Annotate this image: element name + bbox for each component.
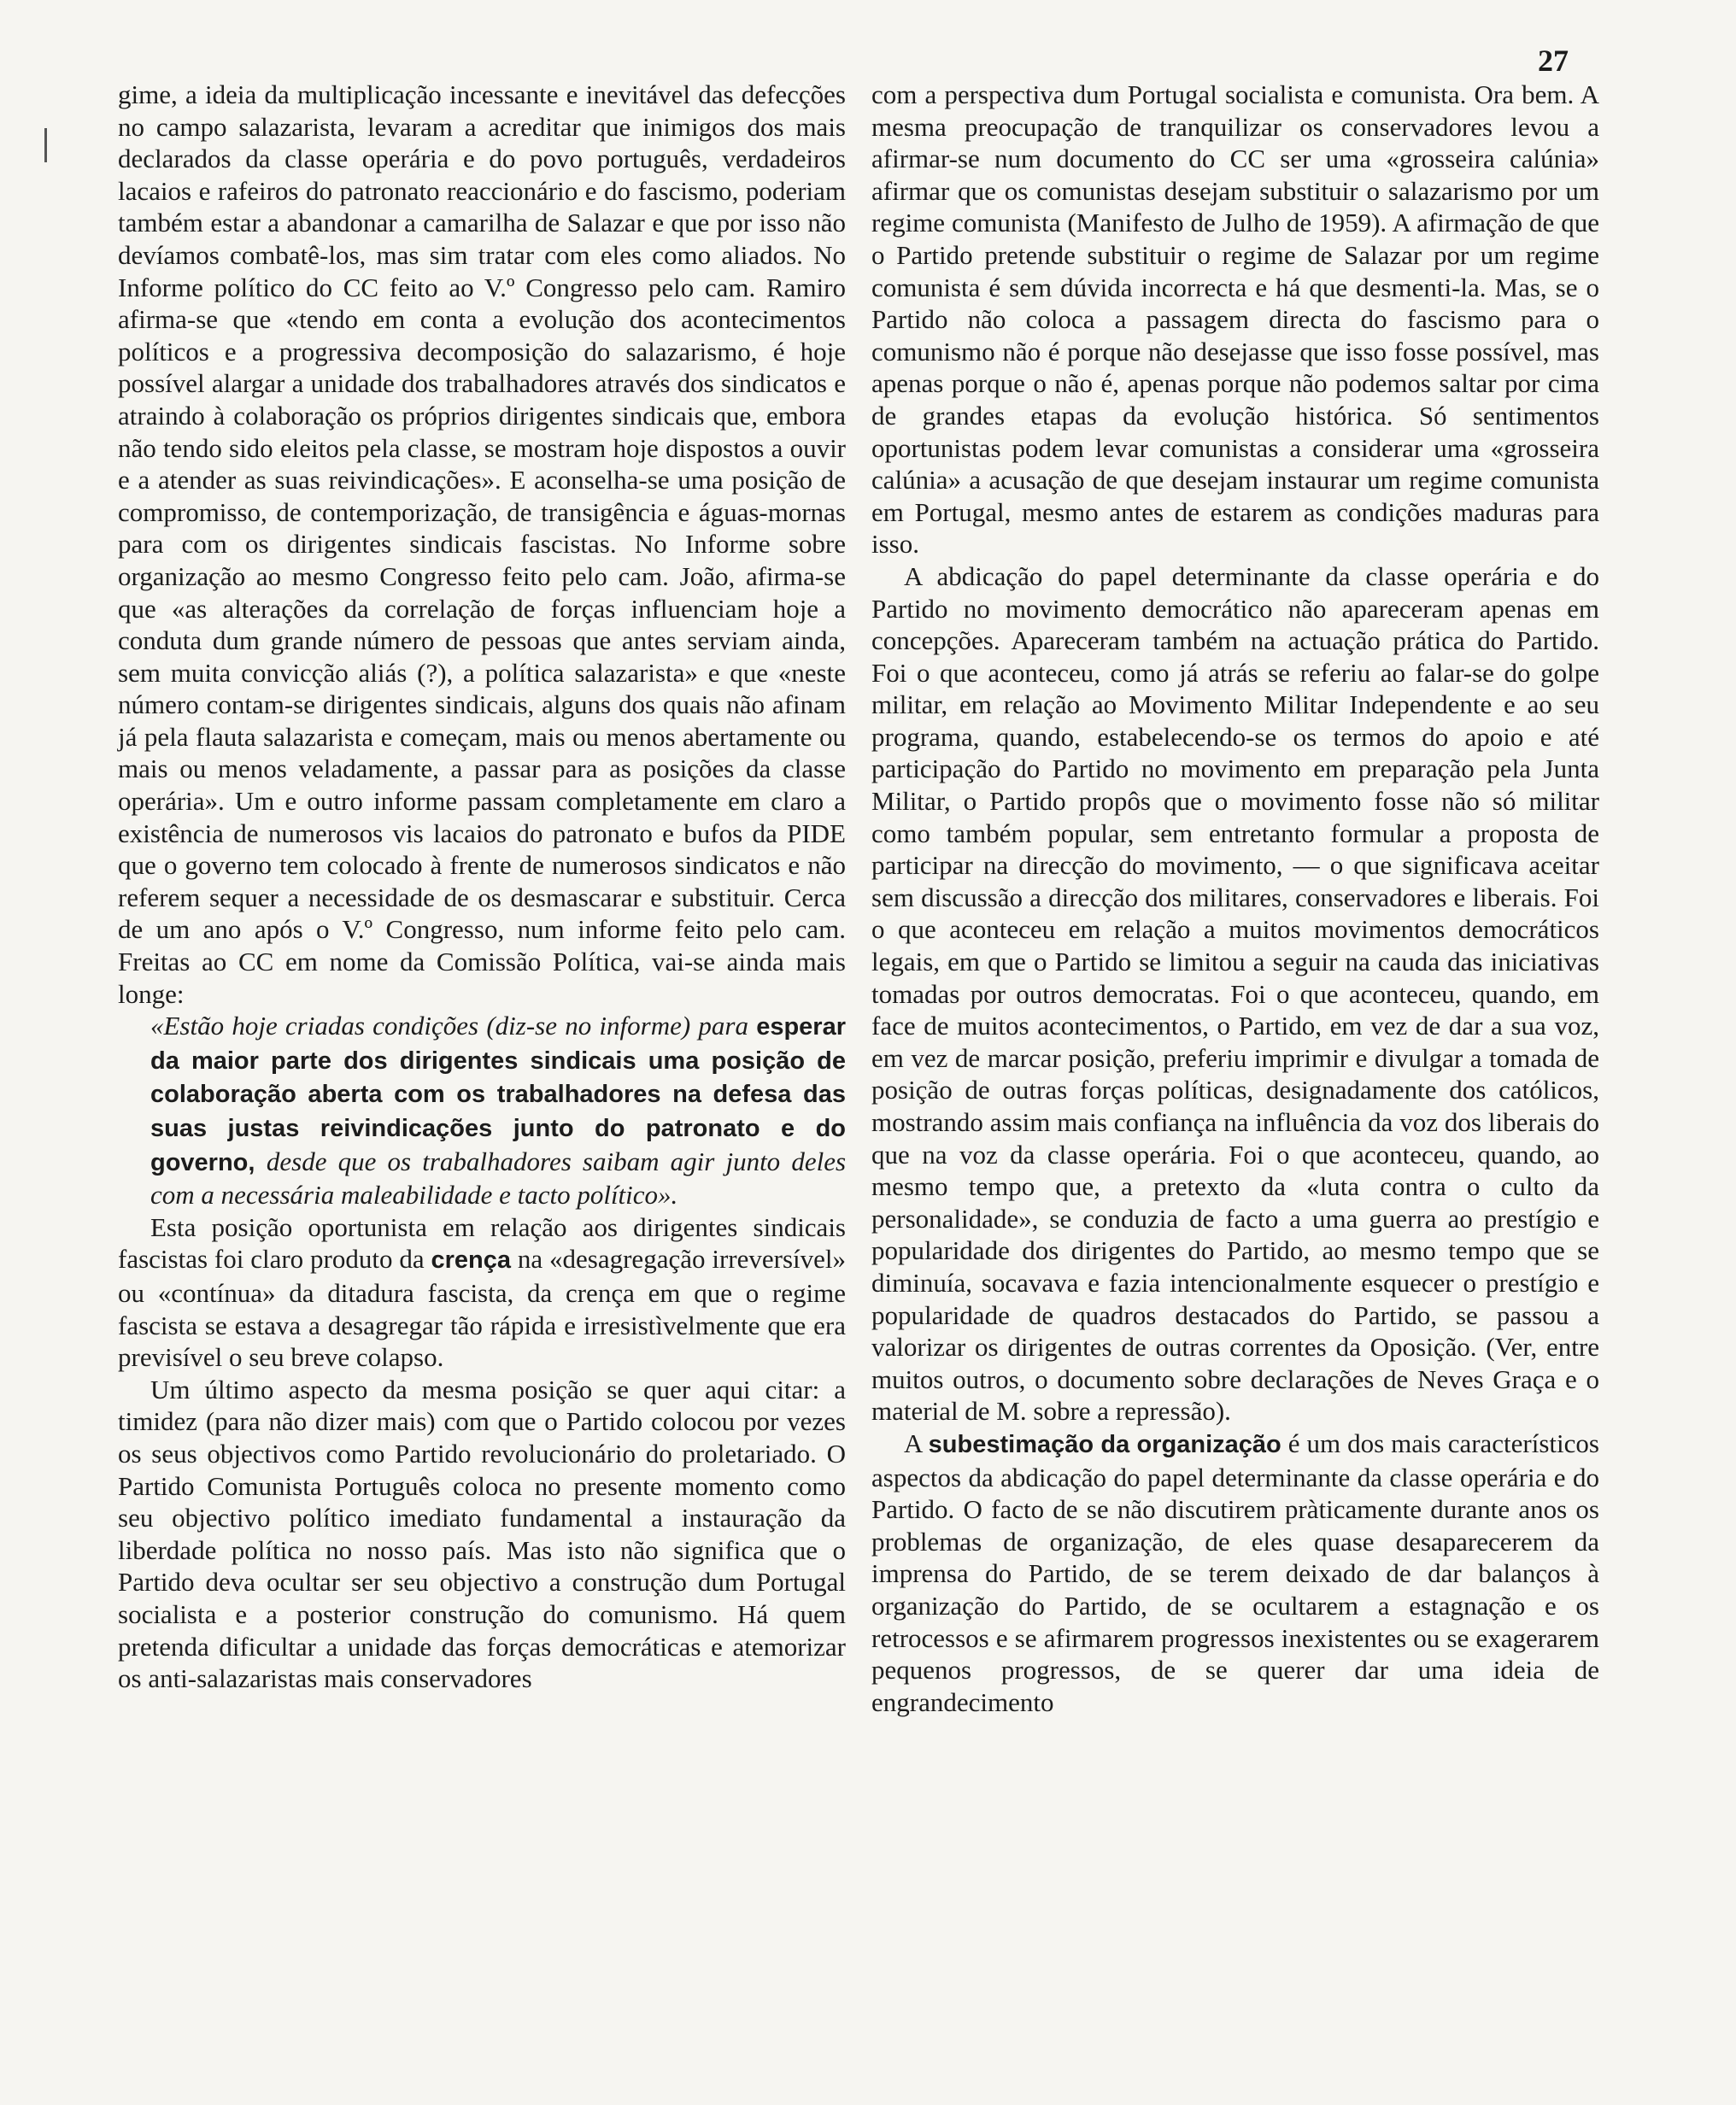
right-paragraph-3 [871,1428,1599,1718]
right-paragraph-3-bold: subestimação da organização [928,1430,1281,1458]
page-number: 27 [1538,44,1569,78]
left-quote [118,1010,846,1211]
quote-italic-end: desde que os trabalhadores saibam agir junto deles com a necessária maleabilidade e tacto político». [150,1146,847,1211]
right-paragraph-1: com a perspectiva dum Portugal socialista e comunista. Ora bem. A mesma preocupação de tranquilizar os conservadores levou a afirmar-se num documento do CC ser uma «grosseira calúnia» afirmar que os comunistas desejam substituir o salazarismo por um regime comunista (Manifesto de Julho de 1959). A afirmação de que o Partido pretende substituir o regime de Salazar por um regime comunista é sem dúvida incorrecta e há que desmenti-la. Mas, se o Partido não coloca a passagem directa do fascismo para o comunismo não é porque não desejasse que isso fosse possível, mas apenas porque o não é, apenas porque não podemos saltar por cima de grandes etapas da evolução histórica. Só sentimentos oportunistas podem levar comunistas a considerar uma «grosseira calúnia» a acusação de que desejam instaurar um regime comunista em Portugal, mesmo antes de estarem as condições maduras para isso. [871,79,1599,560]
margin-mark [44,128,47,162]
left-paragraph-1: gime, a ideia da multiplicação incessante e inevitável das defecções no campo salazarista, levaram a acreditar que inimigos dos mais declarados da classe operária e do povo português, verdadeiros lacaios e rafeiros do patronato reaccionário e do fascismo, poderiam também estar a abandonar a camarilha de Salazar e que por isso não devíamos combatê-los, mas sim tratar com eles como aliados. No Informe político do CC feito ao V.º Congresso pelo cam. Ramiro afirma-se que «tendo em conta a evolução dos acontecimentos políticos e a progressiva decomposição do salazarismo, é hoje possível alargar a unidade dos trabalhadores através dos sindicatos e atraindo à colaboração os próprios dirigentes sindicais que, embora não tendo sido eleitos pela classe, se mostram hoje dispostos a ouvir e a atender as suas reivindicações». E aconselha-se uma posição de compromisso, de contemporização, de transigência e águas-mornas para com os dirigentes sindicais fascistas. No Informe sobre organização ao mesmo Congresso feito pelo cam. João, afirma-se que «as alterações da correlação de forças influenciam hoje a conduta dum grande número de pessoas que antes serviam ainda, sem muita convicção aliás (?), a política salazarista» e que «neste número contam-se dirigentes sindicais, alguns dos quais não afinam já pela flauta salazarista e começam, mais ou menos abertamente ou mais ou menos veladamente, a passar para as posições da classe operária». Um e outro informe passam completamente em claro a existência de numerosos vis lacaios do patronato e bufos da PIDE que o governo tem colocado à frente de numerosos sindicatos e não referem sequer a necessidade de os desmascarar e substituir. Cerca de um ano após o V.º Congresso, num informe feito pelo cam. Freitas ao CC em nome da Comissão Política, vai-se ainda mais longe: [118,79,846,1009]
left-paragraph-2-bold: crença [431,1246,512,1275]
quote-italic-start: «Estão hoje criadas condições (diz-se no informe) para [150,1011,757,1041]
left-paragraph-2-a: Esta posição oportunista em relação aos dirigentes sindicais fascistas foi claro produto da [118,1211,846,1275]
right-paragraph-3-b: é um dos mais característicos aspectos da abdicação do papel determinante da classe operária e do Partido. O facto de se não discutirem pràticamente durante anos os problemas de organização, de eles quase desaparecerem da imprensa do Partido, de se terem deixado de dar balanços à organização do Partido, de se ocultarem a estagnação e os retrocessos e se afirmarem progressos inexistentes ou se exagerarem pequenos progressos, de se querer dar uma ideia de engrandecimento [871,1428,1599,1717]
left-paragraph-2 [118,1211,846,1374]
right-column [871,79,1599,1718]
left-column [118,79,846,1695]
left-paragraph-3: Um último aspecto da mesma posição se quer aqui citar: a timidez (para não dizer mais) com que o Partido colocou por vezes os seus objectivos como Partido revolucionário do proletariado. O Partido Comunista Português coloca no presente momento como seu objectivo político imediato fundamental a instauração da liberdade política no nosso país. Mas isto não significa que o Partido deva ocultar ser seu objectivo a construção dum Portugal socialista e a posterior construção do comunismo. Há quem pretenda dificultar a unidade das forças democráticas e atemorizar os anti-salazaristas mais conservadores [118,1374,846,1694]
right-paragraph-2: A abdicação do papel determinante da classe operária e do Partido no movimento democrático não apareceram apenas em concepções. Apareceram também na actuação prática do Partido. Foi o que aconteceu, como já atrás se referiu ao falar-se do golpe militar, em relação ao Movimento Militar Independente e ao seu programa, quando, estabelecendo-se os termos do apoio e até participação do Partido no movimento em preparação pela Junta Militar, o Partido propôs que o movimento fosse não só militar como também popular, sem entretanto formular a proposta de participar na direcção do movimento, — o que significava aceitar sem discussão a direcção dos militares, conservadores e liberais. Foi o que aconteceu em relação a muitos movimentos democráticos legais, em que o Partido se limitou a seguir na cauda das iniciativas tomadas por outros democratas. Foi o que aconteceu, quando, em face de muitos acontecimentos, o Partido, em vez de dar a sua voz, em vez de marcar posição, preferiu imprimir e divulgar a tomada de posição de outras forças políticas, designadamente dos católicos, mostrando assim mais confiança na influência da voz dos liberais do que na voz da classe operária. Foi o que aconteceu, quando, ao mesmo tempo que, a pretexto da «luta contra o culto da personalidade», se conduzia de facto a uma guerra ao prestígio e popularidade dos dirigentes do Partido, ao mesmo tempo que se diminuía, socavava e fazia intencionalmente esquecer o prestígio e popularidade de quadros destacados do Partido, se passou a valorizar os dirigentes de outras correntes da Oposição. (Ver, entre muitos outros, o documento sobre declarações de Neves Graça e o material de M. sobre a repressão). [871,560,1599,1427]
quote-bold-middle: esperar da maior parte dos dirigentes sindicais uma posição de colaboração aberta com os trabalhadores na defesa das suas justas reivindicações junto do patronato e do governo, [150,1013,846,1176]
right-paragraph-3-a: A [904,1428,929,1458]
left-paragraph-2-b: na «desagregação irreversível» ou «contínua» da ditadura fascista, da crença em que o regime fascista se estava a desagregar tão rápida e irresistìvelmente que era previsível o seu breve colapso. [118,1244,846,1373]
